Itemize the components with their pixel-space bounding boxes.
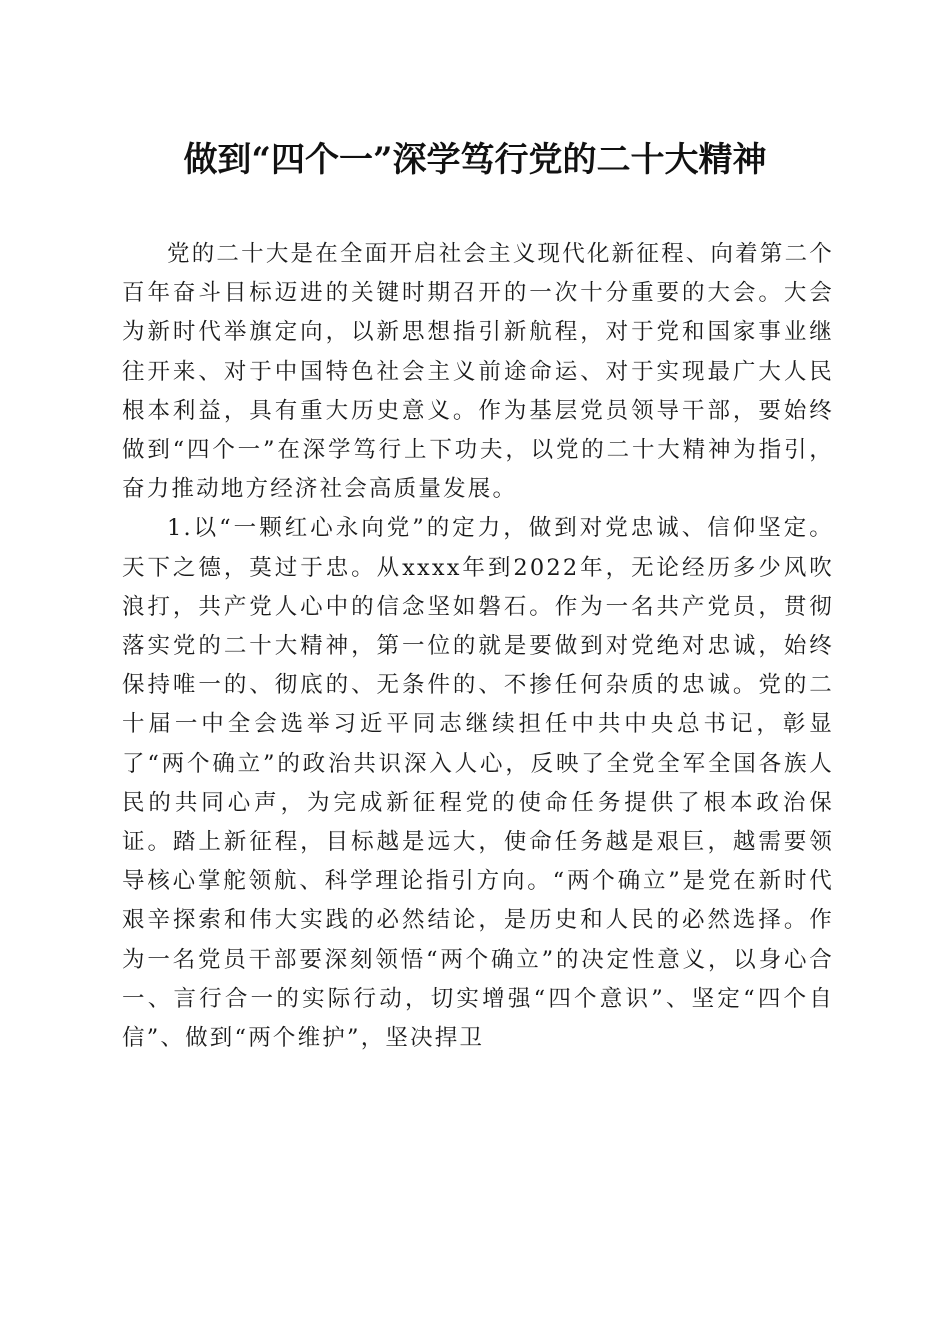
document-body (122, 235, 834, 1058)
document-title: 做到“四个一”深学笃行党的二十大精神 (183, 140, 767, 180)
paragraph-intro: 党的二十大是在全面开启社会主义现代化新征程、向着第二个百年奋斗目标迈进的关键时期召开的一次十分重要的大会。大会为新时代举旗定向，以新思想指引新航程，对于党和国家事业继往开来、对于中国特色社会主义前途命运、对于实现最广大人民根本利益，具有重大历史意义。作为基层党员领导干部，要始终做到“四个一”在深学笃行上下功夫，以党的二十大精神为指引，奋力推动地方经济社会高质量发展。 (122, 241, 834, 503)
paragraph-section-1: 1.以“一颗红心永向党”的定力，做到对党忠诚、信仰坚定。天下之德，莫过于忠。从xxxx年到2022年，无论经历多少风吹浪打，共产党人心中的信念坚如磐石。作为一名共产党员，贯彻落实党的二十大精神，第一位的就是要做到对党绝对忠诚，始终保持唯一的、彻底的、无条件的、不掺任何杂质的忠诚。党的二十届一中全会选举习近平同志继续担任中共中央总书记，彰显了“两个确立”的政治共识深入人心，反映了全党全军全国各族人民的共同心声，为完成新征程党的使命任务提供了根本政治保证。踏上新征程，目标越是远大，使命任务越是艰巨，越需要领导核心掌舵领航、科学理论指引方向。“两个确立”是党在新时代艰辛探索和伟大实践的必然结论，是历史和人民的必然选择。作为一名党员干部要深刻领悟“两个确立”的决定性意义，以身心合一、言行合一的实际行动，切实增强“四个意识”、坚定“四个自信”、做到“两个维护”，坚决捍卫 (122, 515, 834, 1052)
